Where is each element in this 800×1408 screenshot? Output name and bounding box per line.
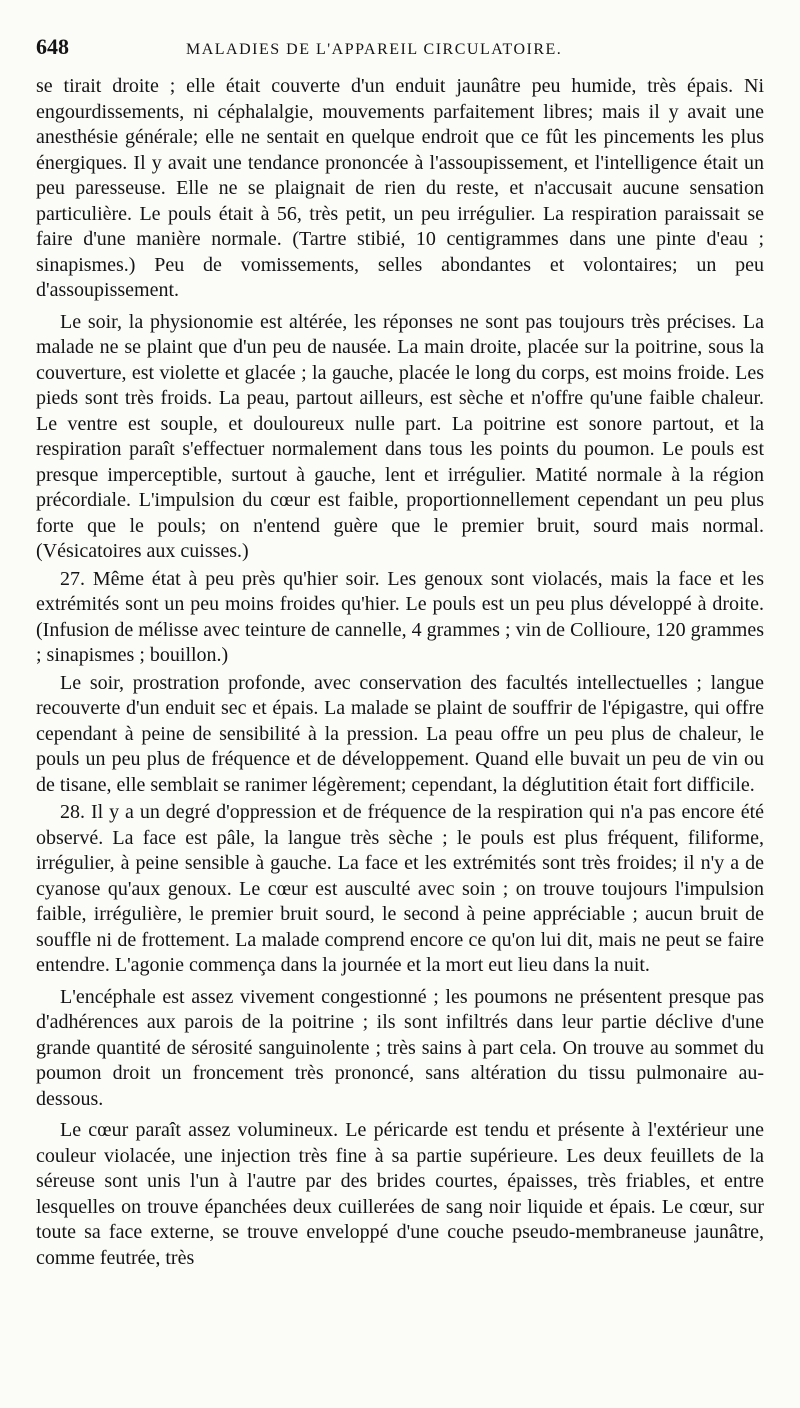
running-title: MALADIES DE L'APPAREIL CIRCULATOIRE. (186, 41, 563, 58)
body-text (36, 74, 764, 1271)
page-header (36, 34, 764, 70)
page-number: 648 (36, 34, 69, 59)
paragraph: 27. Même état à peu près qu'hier soir. Les genoux sont violacés, mais la face et les extrémités sont un peu moins froides qu'hier. Le pouls est un peu plus développé à droite. (Infusion de mélisse avec teinture de cannelle, 4 grammes ; vin de Collioure, 120 grammes ; sinapismes ; bouillon.) (36, 567, 764, 666)
paragraph: 28. Il y a un degré d'oppression et de fréquence de la respiration qui n'a pas encore été observé. La face est pâle, la langue très sèche ; le pouls est plus fréquent, filiforme, irrégulier, à peine sensible à gauche. La face et les extrémités sont très froides; il n'y a de cyanose qu'aux genoux. Le cœur est ausculté avec soin ; on trouve toujours l'impulsion faible, irrégulière, le premier bruit sourd, le second à peine appréciable ; aucun bruit de souffle ni de frottement. La malade comprend encore ce qu'on lui dit, mais ne peut se faire entendre. L'agonie commença dans la journée et la mort eut lieu dans la nuit. (36, 801, 764, 976)
paragraph: L'encéphale est assez vivement congestionné ; les poumons ne présentent presque pas d'adhérences aux parois de la poitrine ; ils sont infiltrés dans leur partie déclive d'une grande quantité de sérosité sanguinolente ; très sains à part cela. On trouve au sommet du poumon droit un froncement très prononcé, sans altération du tissu pulmonaire au-dessous. (36, 985, 764, 1110)
paragraph: Le soir, prostration profonde, avec conservation des facultés intellectuelles ; langue recouverte d'un enduit sec et épais. La malade se plaint de souffrir de l'épigastre, qui offre cependant à peine de sensibilité à la pression. La peau offre un peu plus de chaleur, le pouls un peu plus de fréquence et de développement. Quand elle buvait un peu de vin ou de tisane, elle semblait se ranimer légèrement; cependant, la déglutition était fort difficile. (36, 671, 764, 796)
paragraph: se tirait droite ; elle était couverte d'un enduit jaunâtre peu humide, très épais. Ni engourdissements, ni céphalalgie, mouvements parfaitement libres; mais il y avait une anesthésie générale; elle ne sentait en quelque endroit que ce fût les pincements les plus énergiques. Il y avait une tendance prononcée à l'assoupissement, et l'intelligence était un peu paresseuse. Elle ne se plaignait de rien du reste, et n'accusait aucune sensation particulière. Le pouls était à 56, très petit, un peu irrégulier. La respiration paraissait se faire d'une manière normale. (Tartre stibié, 10 centigrammes dans une pinte d'eau ; sinapismes.) Peu de vomissements, selles abondantes et volontaires; un peu d'assoupissement. (36, 75, 764, 301)
paragraph: Le soir, la physionomie est altérée, les réponses ne sont pas toujours très précises. La malade ne se plaint que d'un peu de nausée. La main droite, placée sur la poitrine, sous la couverture, est violette et glacée ; la gauche, placée le long du corps, est moins froide. Les pieds sont très froids. La peau, partout ailleurs, est sèche et n'offre qu'une faible chaleur. Le ventre est souple, et douloureux nulle part. La poitrine est sonore partout, et la respiration paraît s'effectuer normalement dans tous les points du poumon. Le pouls est presque imperceptible, surtout à gauche, lent et irrégulier. Matité normale à la région précordiale. L'impulsion du cœur est faible, proportionnellement cependant un peu plus forte que le pouls; on n'entend guère que le premier bruit, sourd mais normal. (Vésicatoires aux cuisses.) (36, 310, 764, 562)
paragraph: Le cœur paraît assez volumineux. Le péricarde est tendu et présente à l'extérieur une couleur violacée, une injection très fine à sa partie supérieure. Les deux feuillets de la séreuse sont unis l'un à l'autre par des brides courtes, épaisses, très friables, et entre lesquelles on trouve épanchées deux cuillerées de sang noir liquide et épais. Le cœur, sur toute sa face externe, se trouve enveloppé d'une couche pseudo-membraneuse jaunâtre, comme feutrée, très (36, 1119, 764, 1269)
